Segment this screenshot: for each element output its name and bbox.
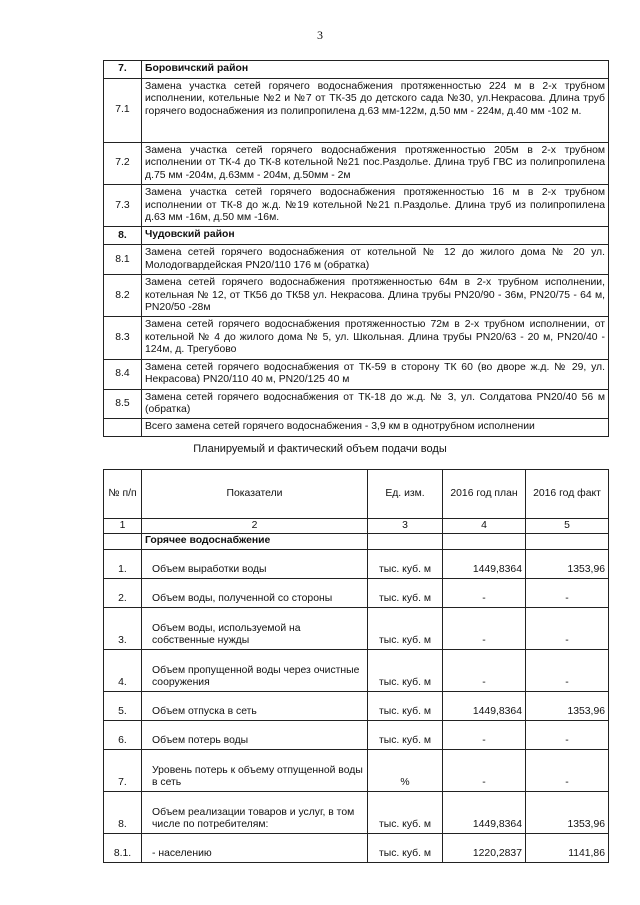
work-description: Замена участка сетей горячего водоснабжения протяженностью 205м в 2-х трубном исполнении от ТК-4 до ТК-8 котельной №21 пос.Раздолье. Длина труб ГВС из полипропилена д.75 мм -204м, д.63мм - 204м, д.50мм - 2м [142,143,609,185]
row-unit: тыс. куб. м [368,549,443,578]
row-unit: тыс. куб. м [368,578,443,607]
total-text: Всего замена сетей горячего водоснабжения - 3,9 км в однотрубном исполнении [142,419,609,436]
table-row [104,791,609,833]
work-description: Замена участка сетей горячего водоснабжения протяженностью 224 м в 2-х трубном исполнении, котельные №2 и №7 от ТК-35 до детского сада №30, ул.Некрасова. Длина труб горячего водоснабжения из полипропилена д.63 мм-122м, д.50 мм - 224м, д.40 мм -102 м. [142,79,609,143]
row-indicator: Объем пропущенной воды через очистные сооружения [142,649,368,691]
work-number: 7.1 [104,79,142,143]
row-indicator: Объем выработки воды [142,549,368,578]
table-row [104,649,609,691]
work-description: Замена сетей горячего водоснабжения от котельной № 12 до жилого дома № 20 ул. Молодогвардейская PN20/110 176 м (обратка) [142,245,609,275]
row-number: 1. [104,549,142,578]
work-description: Замена сетей горячего водоснабжения протяженностью 64м в 2-х трубном исполнении, котельная № 12, от ТК56 до ТК58 ул. Некрасова. Длина трубы PN20/90 - 36м, PN20/75 - 64 м, PN20/50 -28м [142,275,609,317]
row-number: 3. [104,607,142,649]
table-row [104,549,609,578]
work-row [104,275,609,317]
row-plan: 1220,2837 [443,833,526,862]
work-number: 8.2 [104,275,142,317]
row-fact: 1353,96 [526,791,609,833]
row-fact: 1141,86 [526,833,609,862]
row-plan: - [443,720,526,749]
row-plan: 1449,8364 [443,549,526,578]
work-row [104,389,609,419]
header-unit: Ед. изм. [368,470,443,519]
row-number: 4. [104,649,142,691]
row-unit: тыс. куб. м [368,691,443,720]
volume-table [103,469,609,863]
section-title: Чудовский район [142,227,609,245]
row-plan: - [443,649,526,691]
row-indicator: Объем отпуска в сеть [142,691,368,720]
row-unit: % [368,749,443,791]
column-number: 5 [526,519,609,534]
row-plan: 1449,8364 [443,691,526,720]
section-title: Горячее водоснабжение [142,534,368,549]
page-number: 3 [317,28,323,42]
row-plan: - [443,607,526,649]
header-row [104,470,609,519]
row-fact: - [526,649,609,691]
work-number: 7.3 [104,185,142,227]
header-indicator: Показатели [142,470,368,519]
row-indicator: Объем реализации товаров и услуг, в том числе по потребителям: [142,791,368,833]
row-fact: - [526,720,609,749]
row-unit: тыс. куб. м [368,833,443,862]
row-number: 8.1. [104,833,142,862]
row-number: 8. [104,791,142,833]
row-plan: - [443,749,526,791]
row-plan: 1449,8364 [443,791,526,833]
work-row [104,359,609,389]
section-number: 7. [104,61,142,79]
table-row [104,749,609,791]
row-indicator: Объем воды, полученной со стороны [142,578,368,607]
column-number-row [104,519,609,534]
row-number: 5. [104,691,142,720]
header-plan: 2016 год план [443,470,526,519]
row-fact: 1353,96 [526,691,609,720]
volume-table-title: Планируемый и фактический объем подачи воды [193,443,447,455]
row-fact: 1353,96 [526,549,609,578]
header-num: № п/п [104,470,142,519]
section-row [104,227,609,245]
row-fact: - [526,578,609,607]
header-fact: 2016 год факт [526,470,609,519]
row-unit: тыс. куб. м [368,649,443,691]
table-row [104,578,609,607]
work-row [104,245,609,275]
work-number: 8.3 [104,317,142,359]
work-number: 8.1 [104,245,142,275]
section-row [104,61,609,79]
row-unit: тыс. куб. м [368,791,443,833]
row-plan: - [443,578,526,607]
row-number: 7. [104,749,142,791]
work-description: Замена сетей горячего водоснабжения от ТК-59 в сторону ТК 60 (во дворе ж.д. № 29, ул. Некрасова) PN20/110 40 м, PN20/125 40 м [142,359,609,389]
table-row [104,720,609,749]
row-indicator: Объем воды, используемой на собственные нужды [142,607,368,649]
row-indicator: Объем потерь воды [142,720,368,749]
column-number: 3 [368,519,443,534]
row-unit: тыс. куб. м [368,720,443,749]
total-row [104,419,609,436]
section-row [104,534,609,549]
column-number: 4 [443,519,526,534]
work-row [104,185,609,227]
work-row [104,79,609,143]
row-unit: тыс. куб. м [368,607,443,649]
work-description: Замена сетей горячего водоснабжения от ТК-18 до ж.д. № 3, ул. Солдатова PN20/40 56 м (обратка) [142,389,609,419]
work-row [104,143,609,185]
table-row [104,691,609,720]
row-indicator: - населению [142,833,368,862]
row-number: 2. [104,578,142,607]
section-title: Боровичский район [142,61,609,79]
works-table [103,60,609,437]
work-description: Замена участка сетей горячего водоснабжения протяженностью 16 м в 2-х трубном исполнении от ТК-8 до ж.д. №19 котельной №21 п.Раздолье. Длина труб из полипропилена д.63 мм -16м, д.50 мм -16м. [142,185,609,227]
row-fact: - [526,749,609,791]
row-fact: - [526,607,609,649]
table-row [104,607,609,649]
column-number: 1 [104,519,142,534]
work-number: 8.4 [104,359,142,389]
row-number: 6. [104,720,142,749]
table-row [104,833,609,862]
column-number: 2 [142,519,368,534]
work-row [104,317,609,359]
work-description: Замена сетей горячего водоснабжения протяженностью 72м в 2-х трубном исполнении, от котельной № 4 до жилого дома № 5, ул. Школьная. Длина трубы PN20/63 - 20 м, PN20/40 - 124м, д. Трегубово [142,317,609,359]
section-number: 8. [104,227,142,245]
work-number: 7.2 [104,143,142,185]
row-indicator: Уровень потерь к объему отпущенной воды в сеть [142,749,368,791]
work-number: 8.5 [104,389,142,419]
